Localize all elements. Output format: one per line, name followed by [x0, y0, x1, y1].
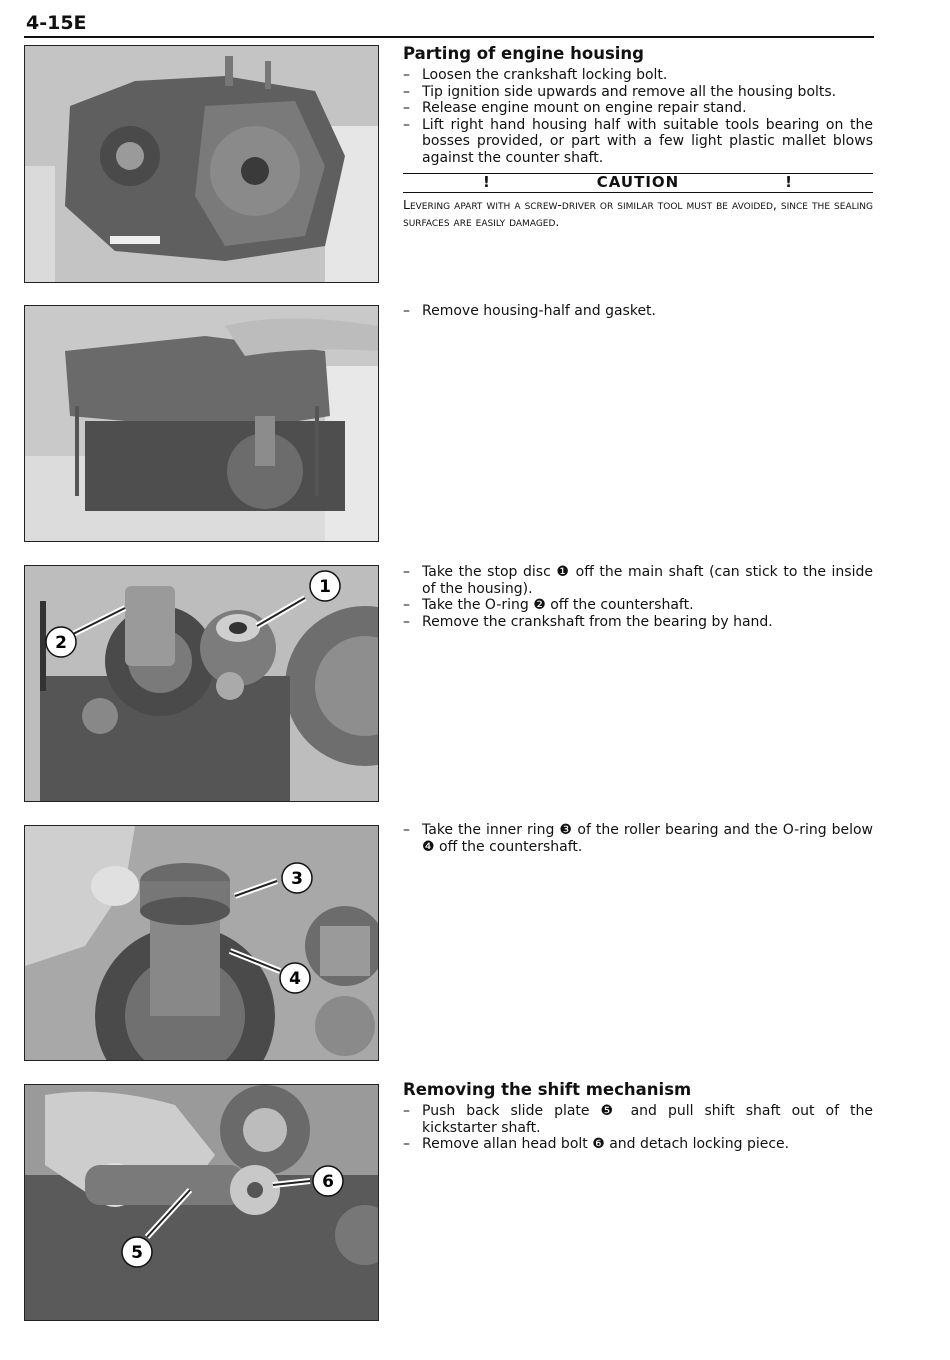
caution-mark-left: !: [483, 173, 491, 192]
callout-4: [280, 963, 310, 993]
step-list: [403, 822, 873, 855]
section-parting-housing: [403, 44, 873, 230]
housing-half-removal-photo: [24, 305, 379, 542]
list-item: – Release engine mount on engine repair stand.: [403, 100, 747, 117]
section-inner-ring: [403, 822, 873, 855]
caution-header: [403, 174, 873, 192]
svg-text:1: 1: [319, 577, 331, 597]
list-item: – Take the stop disc ❶ off the main shaft (can stick to the inside of the housing).: [403, 564, 873, 597]
list-item: – Remove the crankshaft from the bearing by hand.: [403, 613, 773, 630]
list-item: – Remove allan head bolt ❻ and detach locking piece.: [403, 1136, 790, 1153]
svg-text:6: 6: [322, 1172, 334, 1192]
callout-3: [282, 863, 312, 893]
step-list: [403, 564, 873, 630]
list-item: – Tip ignition side upwards and remove all the housing bolts.: [403, 83, 837, 100]
header-rule: [24, 36, 874, 38]
section-title: Removing the shift mechanism: [403, 1080, 692, 1099]
list-item: – Take the O-ring ❷ off the countershaft.: [403, 597, 694, 614]
section-shift-mechanism: [403, 1080, 873, 1153]
list-item: – Remove housing-half and gasket.: [403, 303, 657, 319]
list-item: – Lift right hand housing half with suitable tools bearing on the bosses provided, or part with a few light plastic mallet blows against the counter shaft.: [403, 116, 873, 166]
engine-housing-photo: [24, 45, 379, 283]
svg-text:3: 3: [291, 869, 303, 889]
list-item: – Push back slide plate ❺ and pull shift shaft out of the kickstarter shaft.: [403, 1103, 873, 1136]
caution-text: Levering apart with a screw-driver or similar tool must be avoided, since the sealing surfaces are easily damaged.: [403, 196, 873, 229]
svg-text:2: 2: [55, 633, 67, 653]
svg-text:5: 5: [131, 1243, 143, 1263]
caution-mark-right: !: [785, 173, 793, 192]
shift-mechanism-photo: [24, 1084, 379, 1321]
callout-6: [313, 1166, 343, 1196]
step-list: [403, 1103, 873, 1153]
page-number: 4-15E: [26, 12, 87, 34]
svg-text:4: 4: [289, 969, 301, 989]
section-stop-disc: [403, 564, 873, 630]
callout-5: [122, 1237, 152, 1267]
stop-disc-photo: [24, 565, 379, 802]
list-item: – Loosen the crankshaft locking bolt.: [403, 67, 668, 83]
step-list: [403, 67, 873, 167]
list-item: – Take the inner ring ❸ of the roller bearing and the O-ring below ❹ off the countershaft.: [403, 822, 873, 855]
caution-rule-bottom: [403, 192, 873, 193]
caution-label: CAUTION: [596, 173, 680, 192]
callout-1: [310, 571, 340, 601]
callout-2: [46, 627, 76, 657]
section-title: Parting of engine housing: [403, 44, 644, 63]
step-list: [403, 303, 873, 320]
inner-ring-photo: [24, 825, 379, 1061]
section-remove-housing-half: [403, 303, 873, 320]
